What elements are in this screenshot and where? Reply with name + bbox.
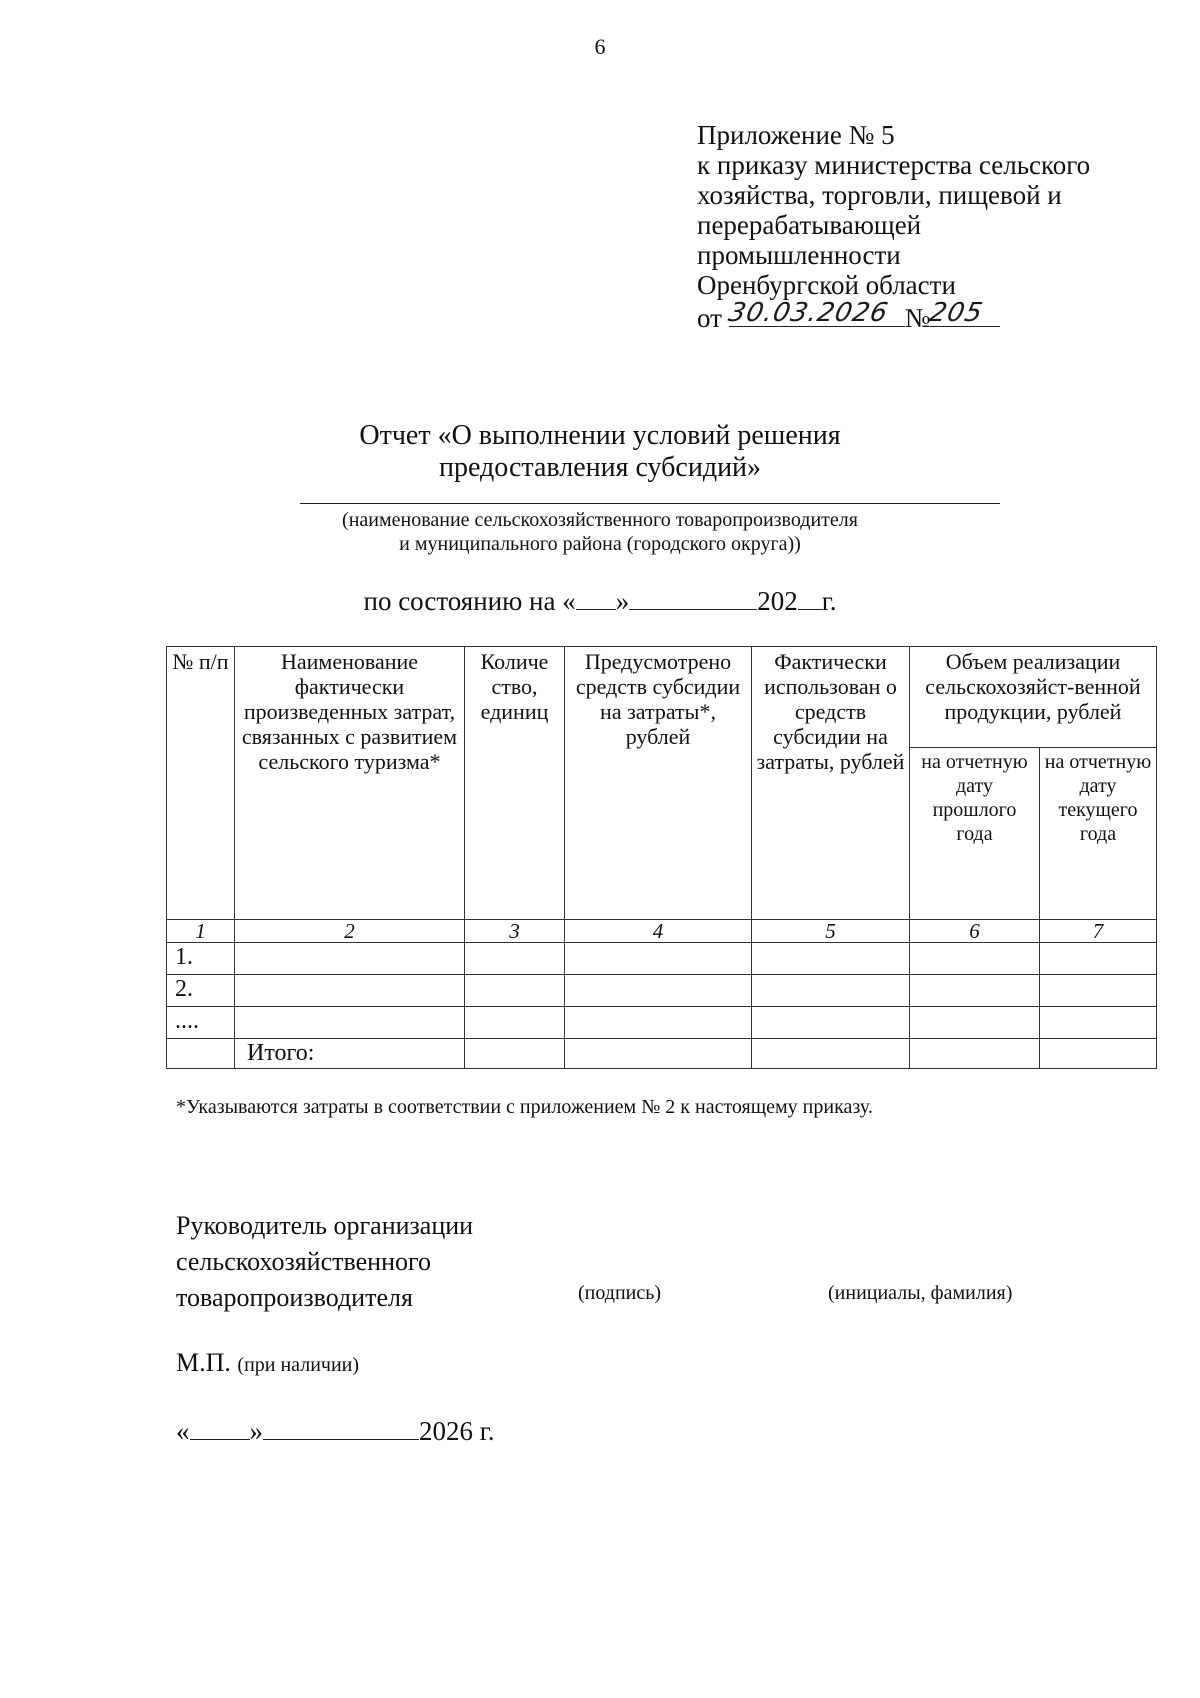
row-number: 2. [167, 975, 235, 1007]
producer-name-caption [0, 508, 1200, 556]
header-sales-volume: Объем реализации сельскохозяйст-венной продукции, рублей [910, 647, 1157, 748]
appendix-line: Приложение № 5 [697, 120, 895, 150]
report-title [0, 420, 1200, 484]
appendix-line: промышленности [697, 240, 901, 270]
producer-name-line [300, 503, 1000, 504]
column-number: 2 [235, 920, 465, 943]
row-number: 1. [167, 943, 235, 975]
table-cell [167, 1039, 235, 1069]
as-of-date [0, 586, 1200, 617]
as-of-year: 202 [757, 586, 798, 616]
table-row [167, 1007, 1157, 1039]
appendix-line: хозяйства, торговли, пищевой и [697, 180, 1062, 210]
as-of-prefix: по состоянию на « [363, 586, 576, 616]
signature-line: товаропроизводителя [176, 1283, 413, 1312]
column-number: 1 [167, 920, 235, 943]
table-cell [752, 943, 910, 975]
table-cell [1040, 943, 1157, 975]
signature-line: Руководитель организации [176, 1211, 474, 1240]
date-underline [725, 298, 905, 328]
date-open-quote: « [176, 1416, 190, 1446]
day-blank [190, 1417, 250, 1440]
month-blank [263, 1417, 419, 1440]
table-cell [910, 975, 1040, 1007]
date-year: 2026 г. [419, 1416, 495, 1446]
table-cell [235, 975, 465, 1007]
as-of-suffix: г. [821, 586, 837, 616]
table-cell [235, 1007, 465, 1039]
handwritten-date: 30.03.2026 [725, 298, 891, 328]
column-number: 5 [752, 920, 910, 943]
table-total-row [167, 1039, 1157, 1069]
table-row [167, 975, 1157, 1007]
header-current-year: на отчетную дату текущего года [1040, 748, 1157, 920]
number-underline [927, 298, 1000, 328]
caption-line: (наименование сельскохозяйственного товаропроизводителя [342, 509, 858, 531]
table-cell [565, 1007, 752, 1039]
day-blank [576, 587, 616, 610]
header-number: № п/п [167, 647, 235, 920]
mp-note: (при наличии) [237, 1354, 360, 1376]
signature-date [176, 1416, 495, 1447]
table-cell [465, 1007, 565, 1039]
column-number: 4 [565, 920, 752, 943]
caption-line: и муниципального района (городского округа)) [399, 533, 801, 555]
table-cell [910, 943, 1040, 975]
column-number: 7 [1040, 920, 1157, 943]
signature-block [176, 1208, 473, 1316]
table-row [167, 943, 1157, 975]
mp-label: М.П. [176, 1348, 231, 1377]
stamp-place [176, 1348, 359, 1378]
table-cell [1040, 975, 1157, 1007]
total-label: Итого: [235, 1039, 465, 1069]
signature-caption: (подпись) [578, 1282, 662, 1304]
appendix-line: Оренбургской области [697, 270, 956, 300]
table-cell [565, 943, 752, 975]
footnote: *Указываются затраты в соответствии с приложением № 2 к настоящему приказу. [176, 1096, 873, 1118]
month-blank [629, 587, 757, 610]
report-title-line: предоставления субсидий» [438, 452, 762, 483]
column-number: 3 [465, 920, 565, 943]
report-table [166, 646, 1157, 1069]
table-cell [465, 975, 565, 1007]
header-planned-subsidy: Предусмотрено средств субсидии на затраты*, рублей [565, 647, 752, 920]
table-cell [565, 975, 752, 1007]
table-cell [910, 1007, 1040, 1039]
initials-caption: (инициалы, фамилия) [828, 1282, 1013, 1304]
report-title-line: Отчет «О выполнении условий решения [359, 420, 841, 451]
header-used-subsidy: Фактически использован о средств субсидии на затраты, рублей [752, 647, 910, 920]
table-cell [752, 975, 910, 1007]
table-cell [752, 1007, 910, 1039]
appendix-line: перерабатывающей [697, 210, 922, 240]
table-cell [465, 943, 565, 975]
column-number: 6 [910, 920, 1040, 943]
page-number: 6 [594, 34, 606, 59]
table-cell [565, 1039, 752, 1069]
date-close-quote: » [249, 1416, 263, 1446]
as-of-quote-close: » [615, 586, 630, 616]
header-cost-name: Наименование фактически произведенных затрат, связанных с развитием сельского туризма* [235, 647, 465, 920]
table-cell [465, 1039, 565, 1069]
table-cell [910, 1039, 1040, 1069]
signature-line: сельскохозяйственного [176, 1247, 431, 1276]
table-cell [1040, 1007, 1157, 1039]
number-prefix: № [904, 303, 931, 333]
year-blank [798, 587, 822, 610]
table-cell [1040, 1039, 1157, 1069]
table-cell [752, 1039, 910, 1069]
handwritten-number: 205 [927, 298, 987, 328]
header-quantity: Количе ство, единиц [465, 647, 565, 920]
appendix-date-line [697, 300, 1090, 333]
appendix-line: к приказу министерства сельского [697, 150, 1091, 180]
appendix-header [697, 120, 1090, 333]
date-prefix: от [697, 303, 722, 333]
table-cell [235, 943, 465, 975]
header-prev-year: на отчетную дату прошлого года [910, 748, 1040, 920]
row-number: .... [167, 1007, 235, 1039]
